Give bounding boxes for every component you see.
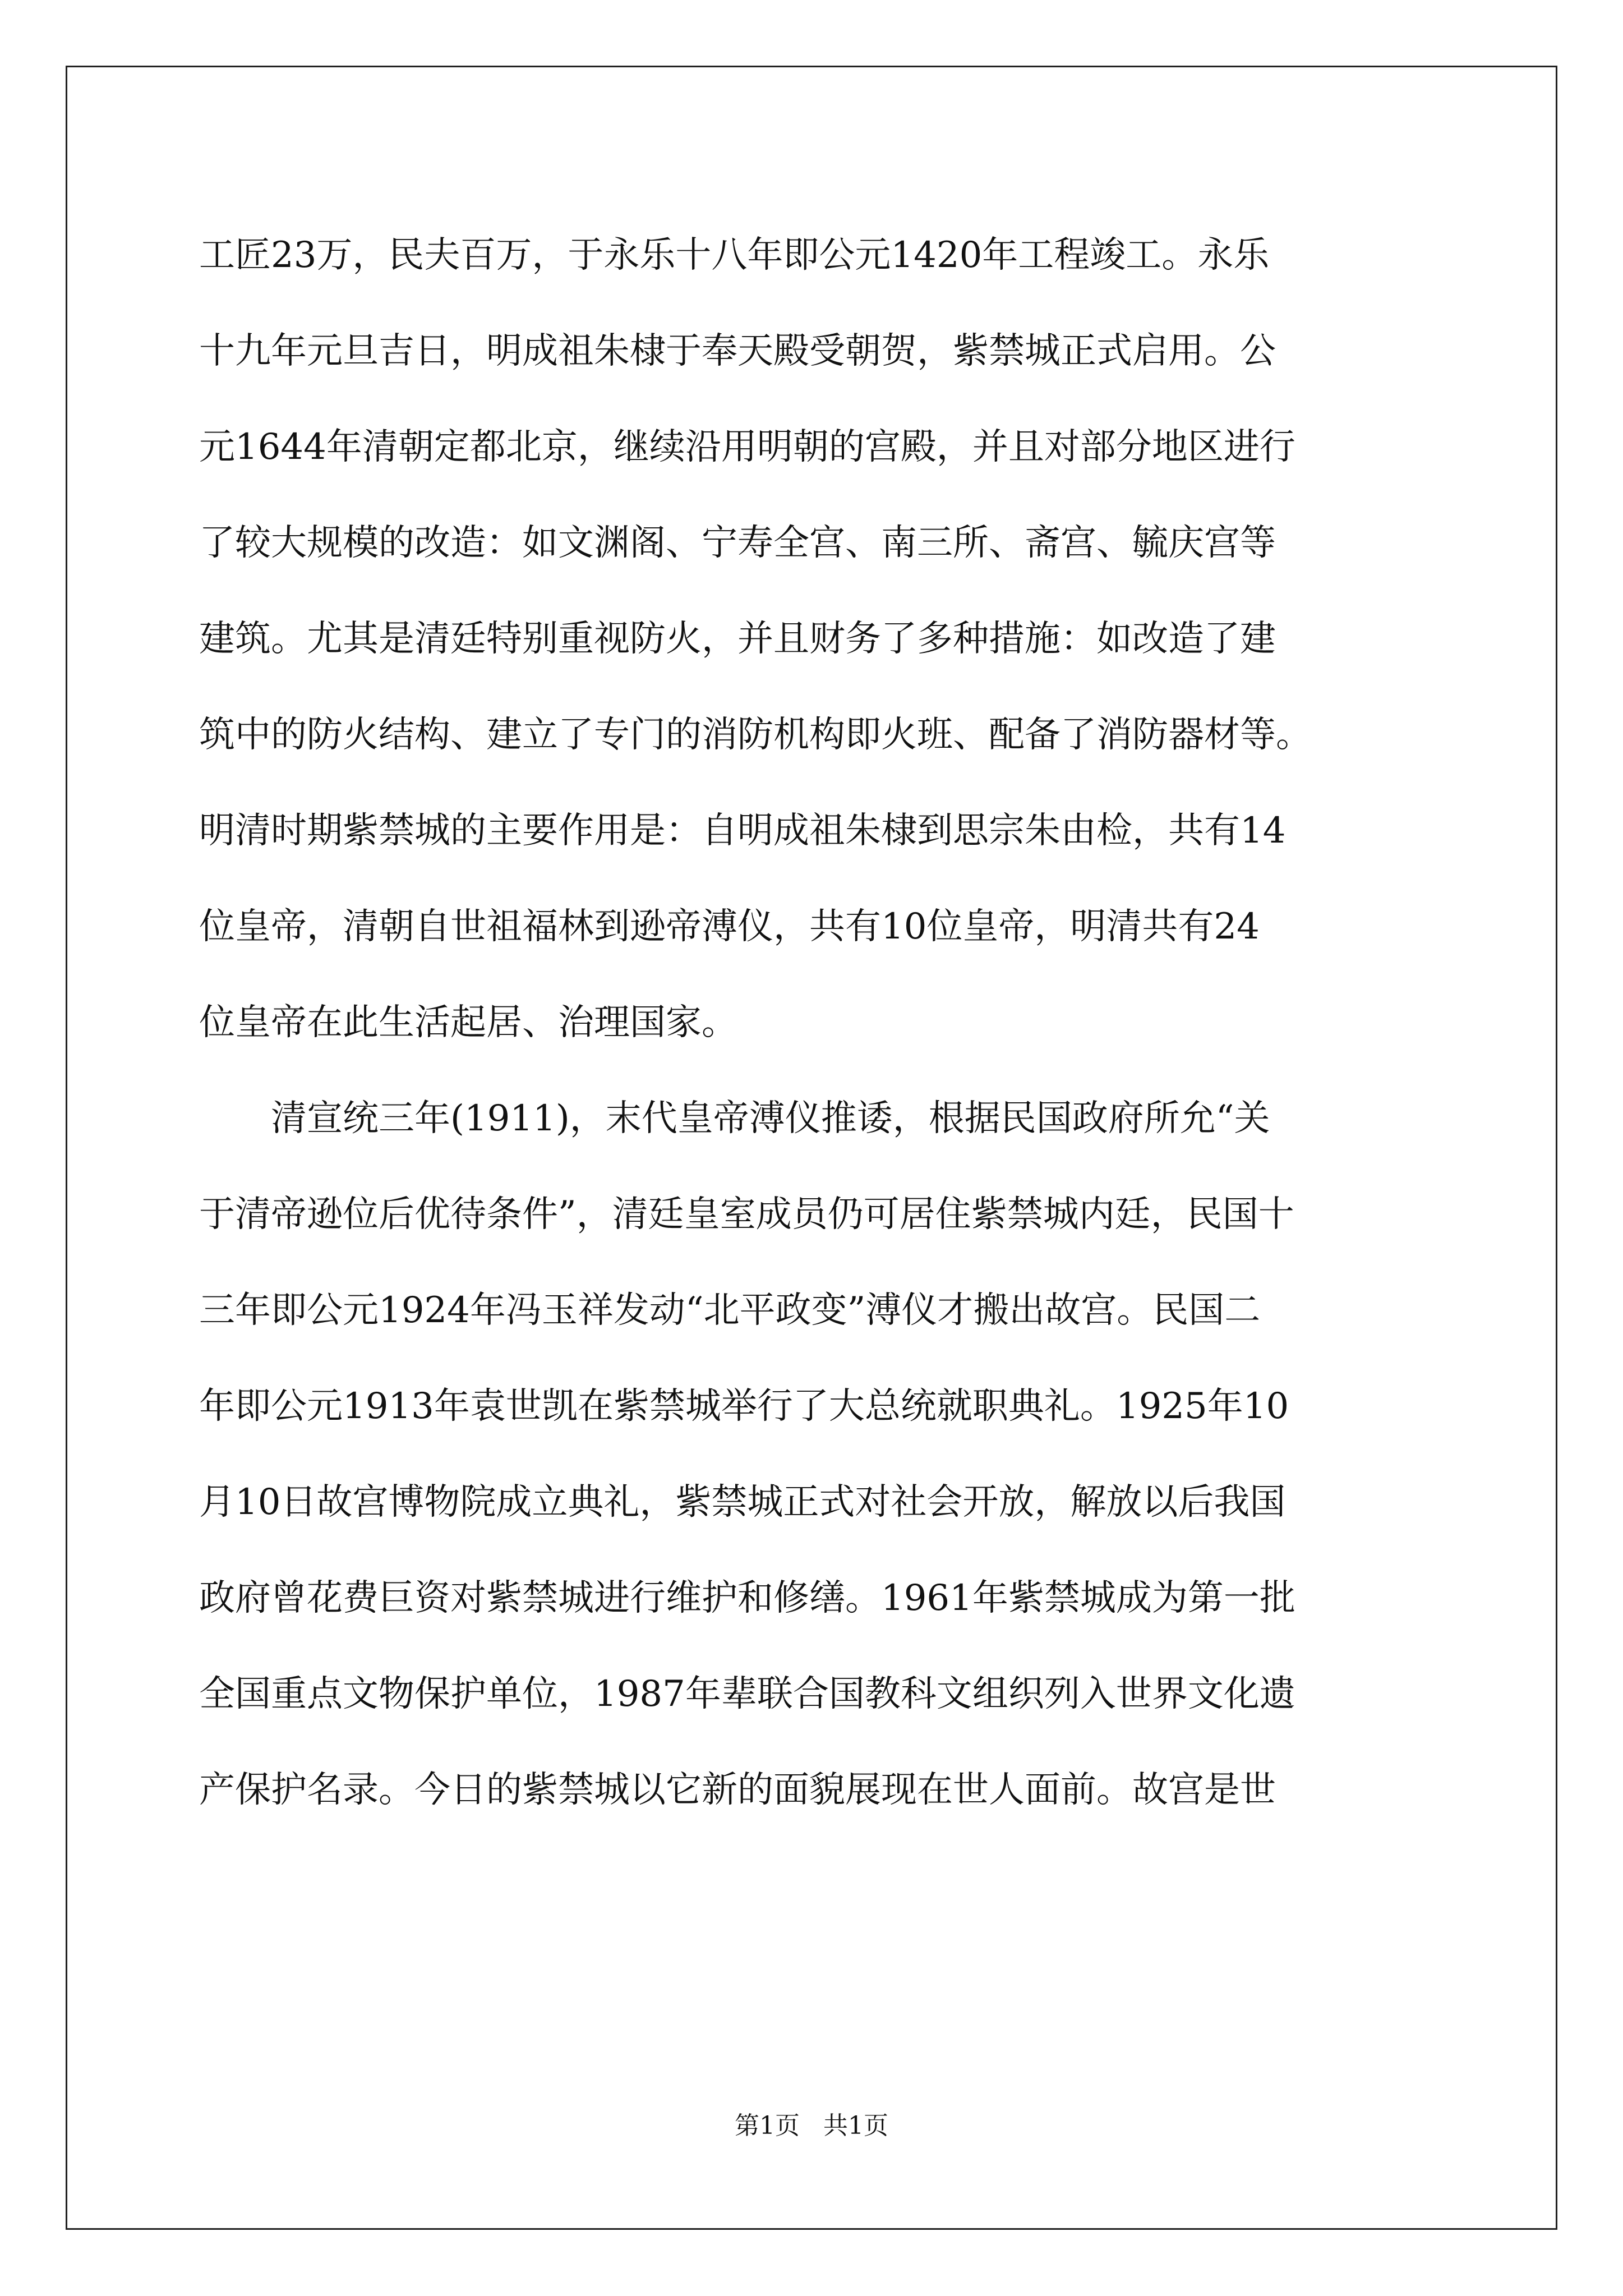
text-line: 十九年元旦吉日，明成祖朱棣于奉天殿受朝贺，紫禁城正式启用。公 — [199, 330, 1276, 372]
text-line: 产保护名录。今日的紫禁城以它新的面貌展现在世人面前。故宫是世 — [199, 1769, 1276, 1811]
text-line: 全国重点文物保护单位，1987年辈联合国教科文组织列入世界文化遗 — [199, 1673, 1295, 1715]
paragraph-1 — [199, 208, 1433, 1071]
text-line: 元1644年清朝定都北京，继续沿用明朝的宫殿，并且对部分地区进行 — [199, 426, 1295, 468]
text-line: 于清帝逊位后优待条件”，清廷皇室成员仍可居住紫禁城内廷，民国十 — [199, 1194, 1294, 1235]
text-line: 建筑。尤其是清廷特别重视防火，并且财务了多种措施：如改造了建 — [199, 618, 1276, 660]
text-line: 筑中的防火结构、建立了专门的消防机构即火班、配备了消防器材等。 — [199, 714, 1312, 756]
text-line: 明清时期紫禁城的主要作用是：自明成祖朱棣到思宗朱由检，共有14 — [199, 810, 1286, 852]
text-line: 工匠23万，民夫百万，于永乐十八年即公元1420年工程竣工。永乐 — [199, 234, 1270, 276]
text-line: 位皇帝在此生活起居、治理国家。 — [199, 1002, 737, 1043]
page-number-footer: 第1页 共1页 — [735, 2111, 888, 2140]
document-body — [199, 208, 1433, 1838]
text-line: 月10日故宫博物院成立典礼，紫禁城正式对社会开放，解放以后我国 — [199, 1481, 1286, 1523]
text-line: 三年即公元1924年冯玉祥发动“北平政变”溥仪才搬出故宫。民国二 — [199, 1290, 1261, 1331]
text-line: 年即公元1913年袁世凯在紫禁城举行了大总统就职典礼。1925年10 — [199, 1386, 1289, 1427]
text-line: 了较大规模的改造：如文渊阁、宁寿全宫、南三所、斋宫、毓庆宫等 — [199, 522, 1276, 564]
paragraph-2 — [199, 1071, 1433, 1838]
text-line: 政府曾花费巨资对紫禁城进行维护和修缮。1961年紫禁城成为第一批 — [199, 1577, 1295, 1619]
text-line: 位皇帝，清朝自世祖福林到逊帝溥仪，共有10位皇帝，明清共有24 — [199, 906, 1260, 947]
text-line: 清宣统三年(1911)，末代皇帝溥仪推诿，根据民国政府所允“关 — [271, 1098, 1270, 1139]
